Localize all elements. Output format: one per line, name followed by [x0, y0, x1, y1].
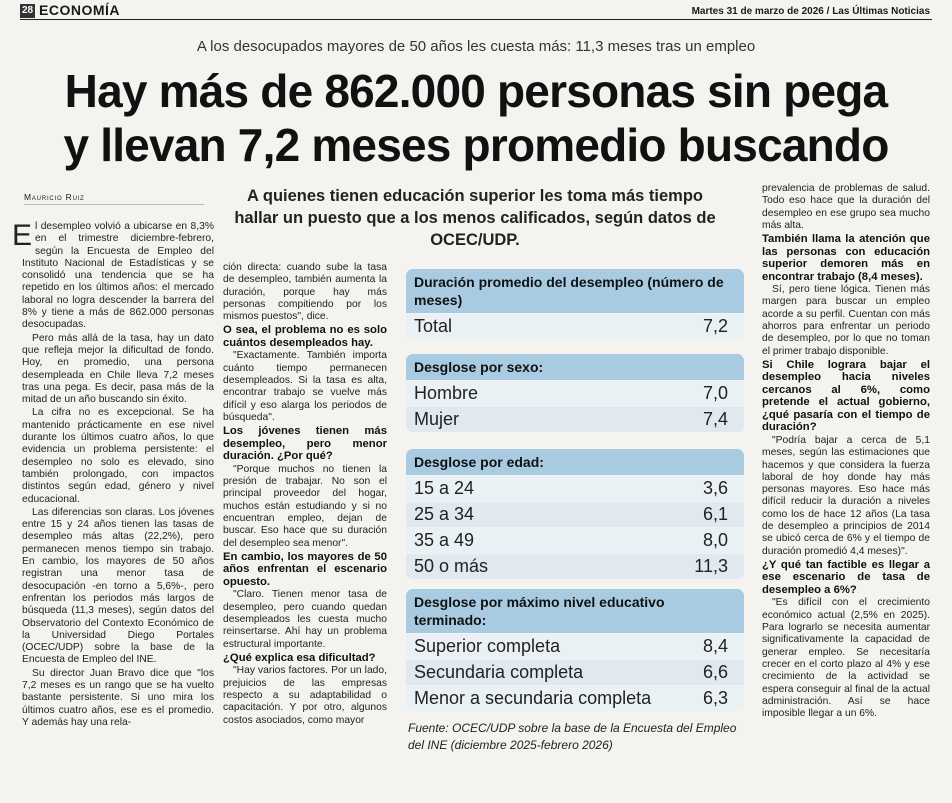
- paragraph: ción directa: cuando sube la tasa de desempleo, también aumenta la duración, porque hay más personas compitiendo por los mismos puestos", dice.: [223, 262, 387, 323]
- paragraph: Pero más allá de la tasa, hay un dato que refleja mejor la dificultad de fondo. Hoy, en promedio, una persona desempleada en Chile lleva 7,2 meses tras una pega. Es decir, pasa más de la mitad de un año buscando sin éxito.: [22, 332, 214, 406]
- interview-question: ¿Qué explica esa dificultad?: [223, 651, 376, 664]
- headline-line-1: Hay más de 862.000 personas sin pega: [64, 65, 888, 117]
- paragraph: "Es difícil con el crecimiento económico actual (2,5% en 2025). Para lograrlo se necesita aumentar significativamente la capacidad de generar empleo. Se necesitaría crecer en el corto plazo al 4% y ese crecimiento de la actividad se espera conseguir al final de la actual administración. Así se hace imposible llegar a un 6%.: [762, 597, 930, 720]
- table-group-education: [406, 589, 744, 711]
- table-row: Mujer 7,4: [406, 406, 744, 432]
- table-source: Fuente: OCEC/UDP sobre la base de la Encuesta del Empleo del INE (diciembre 2025-febrero 2026): [408, 721, 737, 752]
- paragraph: "Porque muchos no tienen la presión de trabajar. No son el principal proveedor del hogar, muchos están estudiando y si no encuentran empleo, dejan de buscar. Eso hace que su duración del desempleo sea menor".: [223, 463, 387, 549]
- interview-question: Los jóvenes tienen más desempleo, pero menor duración. ¿Por qué?: [223, 425, 387, 463]
- table-group-title: Desglose por edad:: [406, 449, 744, 475]
- table-row: 50 o más 11,3: [406, 553, 744, 579]
- table-group-age: [406, 449, 744, 579]
- paragraph: "Exactamente. También importa cuánto tiempo permanecen desempleados. Si la tasa es alta, encontrar trabajo se vuelve más difícil y eso alarga los periodos de búsqueda".: [223, 350, 387, 423]
- dateline: Martes 31 de marzo de 2026 / Las Últimas Noticias: [691, 6, 930, 17]
- paragraph: "Podría bajar a cerca de 5,1 meses, según las estimaciones que hacemos y que considera la fuerza laboral de hoy donde hay más personas mayores. Eso hace más difícil reducir la duración a niveles como los de hace 12 años (La tasa de desempleo a principios de 2014 se ubicó cerca de 6% y el tiempo de duración promedió 4,4 meses)".: [762, 434, 930, 557]
- table-group-total: [406, 269, 744, 339]
- drop-cap: E: [12, 219, 33, 252]
- page-number: 28: [21, 5, 34, 16]
- kicker: A los desocupados mayores de 50 años les cuesta más: 11,3 meses tras un empleo: [196, 38, 756, 55]
- table-group-title: Desglose por máximo nivel educativo terminado:: [406, 589, 744, 633]
- paragraph: prevalencia de problemas de salud. Todo eso hace que la duración del desempleo en ese grupo sea mucho más alta.: [762, 183, 930, 231]
- table-row: Superior completa 8,4: [406, 633, 744, 659]
- table-row: Hombre 7,0: [406, 380, 744, 406]
- paragraph: La cifra no es excepcional. Se ha mantenido prácticamente en ese nivel durante los últimos cuatro años, lo que evidencia un problema persistente: el desempleo no solo es elevado, sino también prolongado, con impactos distintos según edad, género y nivel educacional.: [22, 407, 214, 505]
- page-header: [20, 2, 932, 20]
- table-row: Total 7,2: [406, 313, 744, 339]
- paragraph: "Claro. Tienen menor tasa de desempleo, pero cuando quedan desempleados les cuesta mucho reinsertarse. Ahí hay un problema estructural importante.: [223, 589, 387, 650]
- table-row: 15 a 24 3,6: [406, 475, 744, 501]
- table-group-title: Desglose por sexo:: [406, 354, 744, 380]
- table-group-title: Duración promedio del desempleo (número de meses): [406, 269, 744, 313]
- table-row: 35 a 49 8,0: [406, 527, 744, 553]
- table-row: Secundaria completa 6,6: [406, 659, 744, 685]
- byline: Mauricio Ruiz: [24, 192, 204, 205]
- subhead: A quienes tienen educación superior les toma más tiempo hallar un puesto que a los menos calificados, según datos de OCEC/UDP.: [234, 187, 716, 249]
- headline-line-2: y llevan 7,2 meses promedio buscando: [63, 119, 889, 171]
- table-row: 25 a 34 6,1: [406, 501, 744, 527]
- table-group-sex: [406, 354, 744, 432]
- article-column-3: [762, 183, 930, 721]
- headline: [0, 64, 952, 172]
- section-title: ECONOMÍA: [39, 2, 120, 18]
- article-column-2: [223, 262, 387, 728]
- duration-table: [400, 269, 749, 729]
- interview-question: O sea, el problema no es solo cuántos desempleados hay.: [223, 324, 387, 349]
- interview-question: También llama la atención que las personas con educación superior demoren más en encontrar trabajo (8,4 meses).: [762, 233, 930, 283]
- article-column-1: [12, 219, 214, 730]
- paragraph: El desempleo volvió a ubicarse en 8,3% en el trimestre diciembre-febrero, según la Encuesta de Empleo del Instituto Nacional de Estadísticas y se consolidó una tendencia que se ha repetido en los últimos años: el mercado laboral no logra descender la barrera del 8% y tiene a más de 862.000 personas desocupadas.: [12, 219, 214, 331]
- paragraph: Su director Juan Bravo dice que "los 7,2 meses es un rango que se ha vuelto bastante persistente. Si uno mira los últimos cuatro años, ese es el promedio. Y además hay una rela-: [22, 667, 214, 728]
- interview-question: En cambio, los mayores de 50 años enfrentan el escenario opuesto.: [223, 550, 387, 588]
- paragraph: Sí, pero tiene lógica. Tienen más margen para buscar un empleo acorde a su perfil. Cuentan con más ahorros para enfrentar un periodo de desempleo, por lo que no toman el primer trabajo disponible.: [762, 284, 930, 357]
- interview-question: Si Chile lograra bajar el desempleo hacia niveles cercanos al 6%, como pretende el actual gobierno, ¿qué pasaría con el tiempo de duración?: [762, 358, 930, 434]
- paragraph: Las diferencias son claras. Los jóvenes entre 15 y 24 años tienen las tasas de desempleo más altas (22,2%), pero permanecen menos tiempo sin trabajo. En cambio, los mayores de 50 años registran una menor tasa de desocupación -en torno a 5,6%-, pero enfrentan los periodos más largos de búsqueda (11,3 meses), según datos del Observatorio del Contexto Económico de la Universidad Diego Portales (OCEC/UDP) sobre la base de la Encuesta de Empleo del INE.: [22, 506, 214, 666]
- table-row: Menor a secundaria completa 6,3: [406, 685, 744, 711]
- paragraph: "Hay varios factores. Por un lado, prejuicios de las empresas respecto a su adaptabilidad o capacitación. Y por otro, algunos costos asociados, como mayor: [223, 665, 387, 726]
- interview-question: ¿Y qué tan factible es llegar a ese escenario de tasa de desempleo a 6%?: [762, 558, 930, 596]
